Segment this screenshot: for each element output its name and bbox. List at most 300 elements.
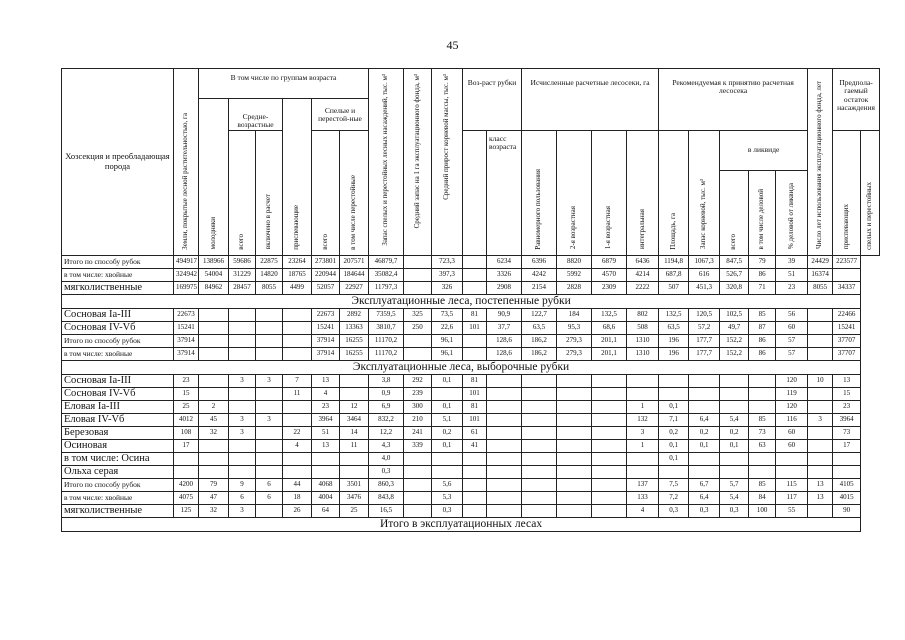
cell-value: 4200 (174, 478, 199, 491)
cell-value: 508 (627, 321, 659, 334)
table-row (62, 268, 880, 281)
cell-value: 13 (808, 478, 833, 491)
cell-value: 0,3 (659, 504, 689, 517)
cell-value: 3,8 (369, 374, 404, 387)
cell-value: 2309 (592, 281, 627, 294)
cell-value (720, 465, 749, 478)
cell-value: 326 (432, 281, 463, 294)
cell-value: 186,2 (522, 347, 557, 360)
cell-value: 71 (749, 281, 776, 294)
cell-value (592, 439, 627, 452)
section2 (62, 360, 880, 374)
cell-value: 0,2 (720, 426, 749, 439)
cell-value: 0,3 (369, 465, 404, 478)
cell-value: 9 (229, 478, 256, 491)
cell-value: 23 (776, 281, 808, 294)
header-young: молодняки (208, 217, 217, 250)
cell-value: 3501 (340, 478, 369, 491)
cell-value: 320,8 (720, 281, 749, 294)
cell-value (229, 347, 256, 360)
row-label: мягколиственные (62, 504, 174, 517)
cell-value: 52057 (312, 281, 340, 294)
cell-value (522, 387, 557, 400)
cell-value (312, 465, 340, 478)
cell-value: 13 (312, 439, 340, 452)
cell-value (463, 491, 487, 504)
cell-value: 14 (340, 426, 369, 439)
cell-value (808, 308, 833, 321)
cell-value: 39 (776, 255, 808, 268)
cell-value (720, 387, 749, 400)
cell-value (404, 465, 432, 478)
cell-value (776, 465, 808, 478)
cell-value: 4004 (312, 491, 340, 504)
header-cut-age1: 1-я возрастная (604, 206, 613, 250)
cell-value: 86 (749, 268, 776, 281)
cell-value (283, 347, 312, 360)
table-row (62, 334, 880, 347)
cell-value: 90 (833, 504, 861, 517)
cell-value (592, 374, 627, 387)
cell-value: 35082,4 (369, 268, 404, 281)
cell-value: 3 (627, 426, 659, 439)
row-label: в том числе: хвойные (62, 491, 174, 504)
cell-value: 37914 (312, 347, 340, 360)
cell-value (557, 439, 592, 452)
cell-value: 15241 (833, 321, 861, 334)
cell-value: 59686 (229, 255, 256, 268)
cell-value (487, 426, 522, 439)
cell-value (557, 452, 592, 465)
cell-value: 1194,8 (659, 255, 689, 268)
cell-value: 4012 (174, 413, 199, 426)
forest-cut-table (61, 68, 880, 532)
cell-value: 73 (833, 426, 861, 439)
cell-value: 95,3 (557, 321, 592, 334)
cell-value: 117 (776, 491, 808, 504)
cell-value (463, 478, 487, 491)
cell-value: 32 (199, 426, 229, 439)
cell-value (463, 347, 487, 360)
cell-value: 87 (749, 321, 776, 334)
row-label: Сосновая IV-Vб (62, 387, 174, 400)
cell-value: 843,8 (369, 491, 404, 504)
cell-value: 3 (256, 413, 283, 426)
header-middle-in-calc: включено в расчет (264, 194, 273, 250)
header-middle-total: всего (237, 233, 246, 250)
cell-value (283, 308, 312, 321)
cell-value: 4075 (174, 491, 199, 504)
cell-value (522, 504, 557, 517)
cell-value (312, 452, 340, 465)
cell-value: 37707 (833, 347, 861, 360)
header-hozsection: Хозсекция и преобладающая порода (62, 69, 174, 256)
cell-value: 44 (283, 478, 312, 491)
table-row (62, 465, 880, 478)
cell-value: 0,3 (689, 504, 720, 517)
cell-value: 0,1 (720, 439, 749, 452)
cell-value (463, 334, 487, 347)
cell-value: 860,3 (369, 478, 404, 491)
cell-value: 4 (283, 439, 312, 452)
cell-value (463, 281, 487, 294)
cell-value: 13 (808, 491, 833, 504)
cell-value: 526,7 (720, 268, 749, 281)
cell-value: 6 (256, 491, 283, 504)
cell-value (720, 452, 749, 465)
cell-value: 5,4 (720, 491, 749, 504)
cell-value: 3464 (340, 413, 369, 426)
cell-value (487, 374, 522, 387)
cell-value: 507 (659, 281, 689, 294)
cell-value: 184 (557, 308, 592, 321)
cell-value (557, 374, 592, 387)
cell-value (689, 400, 720, 413)
cell-value (557, 504, 592, 517)
section1-rows (62, 308, 880, 360)
cell-value (199, 347, 229, 360)
cell-value (229, 308, 256, 321)
cell-value: 4105 (833, 478, 861, 491)
cell-value: 616 (689, 268, 720, 281)
cell-value: 6,4 (689, 413, 720, 426)
cell-value (256, 439, 283, 452)
cell-value: 494917 (174, 255, 199, 268)
cell-value: 25 (340, 504, 369, 517)
cell-value (256, 347, 283, 360)
header-cut-integral: интегральная (637, 209, 646, 250)
header-liquid-total: всего (729, 233, 738, 250)
cell-value: 0,1 (432, 400, 463, 413)
cell-value: 4068 (312, 478, 340, 491)
cell-value: 6396 (522, 255, 557, 268)
cell-value: 11 (283, 387, 312, 400)
cell-value (199, 439, 229, 452)
cell-value: 17 (174, 439, 199, 452)
cell-value (522, 439, 557, 452)
table-row (62, 452, 880, 465)
cell-value: 279,3 (557, 347, 592, 360)
cell-value (689, 452, 720, 465)
cell-value: 28457 (229, 281, 256, 294)
cell-value: 6234 (487, 255, 522, 268)
cell-value (283, 321, 312, 334)
cell-value (199, 374, 229, 387)
cell-value: 3 (229, 504, 256, 517)
cell-value: 14820 (256, 268, 283, 281)
cell-value: 6 (256, 478, 283, 491)
cell-value (749, 452, 776, 465)
cell-value (256, 504, 283, 517)
cell-value: 4 (627, 504, 659, 517)
cell-value: 85 (749, 478, 776, 491)
top-summary-rows (62, 255, 880, 294)
cell-value (808, 465, 833, 478)
cell-value: 3 (229, 413, 256, 426)
row-label: Сосновая Ia-III (62, 374, 174, 387)
cell-value: 5,7 (720, 478, 749, 491)
cell-value: 37,7 (487, 321, 522, 334)
header-avg-stock: Средний запас на 1 га эксплуатационного фонда, м³ (412, 74, 421, 229)
cell-value: 397,3 (432, 268, 463, 281)
cell-value: 63 (749, 439, 776, 452)
table-row (62, 374, 880, 387)
cell-value: 0,2 (432, 426, 463, 439)
cell-value: 81 (463, 374, 487, 387)
cell-value: 73 (749, 426, 776, 439)
row-label: Итого по способу рубок (62, 255, 174, 268)
cell-value (229, 439, 256, 452)
cell-value (229, 334, 256, 347)
row-label: Березовая (62, 426, 174, 439)
cell-value (522, 413, 557, 426)
cell-value: 96,1 (432, 347, 463, 360)
cell-value: 8055 (256, 281, 283, 294)
cell-value (557, 491, 592, 504)
cell-value: 15241 (312, 321, 340, 334)
cell-value: 17 (833, 439, 861, 452)
cell-value: 37707 (833, 334, 861, 347)
row-label: Еловая Ia-III (62, 400, 174, 413)
cell-value (487, 465, 522, 478)
cell-value (689, 374, 720, 387)
cell-value (557, 465, 592, 478)
table-row (62, 308, 880, 321)
cell-value: 73,5 (432, 308, 463, 321)
cell-value (463, 268, 487, 281)
cell-value (404, 334, 432, 347)
cell-value: 832,2 (369, 413, 404, 426)
cell-value: 132,5 (659, 308, 689, 321)
cell-value: 60 (776, 439, 808, 452)
cell-value: 0,1 (659, 400, 689, 413)
cell-value (557, 478, 592, 491)
cell-value: 4570 (592, 268, 627, 281)
row-label: мягколиственные (62, 281, 174, 294)
cell-value: 55 (776, 504, 808, 517)
cell-value (808, 387, 833, 400)
page-number: 45 (446, 38, 459, 52)
cell-value (404, 347, 432, 360)
cell-value: 26 (283, 504, 312, 517)
cell-value: 11 (340, 439, 369, 452)
cell-value: 3964 (312, 413, 340, 426)
cell-value: 15241 (174, 321, 199, 334)
cell-value (627, 452, 659, 465)
cell-value (627, 374, 659, 387)
cell-value (659, 387, 689, 400)
cell-value: 11797,3 (369, 281, 404, 294)
cell-value: 11170,2 (369, 334, 404, 347)
cell-value (592, 426, 627, 439)
cell-value (199, 387, 229, 400)
cell-value: 7,2 (659, 491, 689, 504)
cell-value: 18 (283, 491, 312, 504)
cell-value: 120,5 (689, 308, 720, 321)
cell-value: 18765 (283, 268, 312, 281)
cell-value: 5,6 (432, 478, 463, 491)
cell-value: 7,5 (659, 478, 689, 491)
cell-value (283, 465, 312, 478)
cell-value (689, 387, 720, 400)
cell-value: 37914 (312, 334, 340, 347)
cell-value (522, 400, 557, 413)
section2-title: Эксплуатационные леса, выборочные рубки (62, 360, 861, 374)
cell-value: 120 (776, 374, 808, 387)
cell-value: 0,3 (432, 504, 463, 517)
cell-value (557, 387, 592, 400)
header-rec-area: Площадь, га (668, 212, 677, 250)
cell-value: 292 (404, 374, 432, 387)
cell-value (557, 400, 592, 413)
cell-value: 101 (463, 387, 487, 400)
cell-value (174, 465, 199, 478)
row-label: Итого по способу рубок (62, 334, 174, 347)
cell-value (229, 452, 256, 465)
cell-value (283, 452, 312, 465)
cell-value: 120 (776, 400, 808, 413)
cell-value: 5,3 (432, 491, 463, 504)
cell-value (627, 465, 659, 478)
header-mature-over: Спелые и перестой-ные (312, 99, 369, 131)
cell-value: 22,6 (432, 321, 463, 334)
header-rem-maturing: приспевающих (841, 204, 850, 250)
cell-value (689, 465, 720, 478)
cell-value (463, 452, 487, 465)
cell-value (749, 465, 776, 478)
cell-value: 339 (404, 439, 432, 452)
cell-value: 6879 (592, 255, 627, 268)
cell-value: 51 (312, 426, 340, 439)
cell-value: 8055 (808, 281, 833, 294)
cell-value: 2828 (557, 281, 592, 294)
cell-value: 84962 (199, 281, 229, 294)
cell-value: 22466 (833, 308, 861, 321)
header-middle-aged: Средне-возрастные (229, 99, 283, 131)
cell-value: 25 (174, 400, 199, 413)
table-row (62, 413, 880, 426)
cell-value (808, 439, 833, 452)
cell-value: 223577 (833, 255, 861, 268)
section3-title: Итого в эксплуатационных лесах (62, 517, 861, 531)
cell-value (463, 504, 487, 517)
cell-value (522, 374, 557, 387)
cell-value: 0,1 (659, 439, 689, 452)
cell-value: 847,5 (720, 255, 749, 268)
cell-value: 1310 (627, 347, 659, 360)
cell-value: 210 (404, 413, 432, 426)
cell-value: 45 (199, 413, 229, 426)
cell-value: 300 (404, 400, 432, 413)
cell-value (229, 465, 256, 478)
cell-value: 108 (174, 426, 199, 439)
table-row (62, 478, 880, 491)
cell-value: 7,1 (659, 413, 689, 426)
cell-value: 119 (776, 387, 808, 400)
cell-value: 196 (659, 347, 689, 360)
cell-value (592, 413, 627, 426)
cell-value: 13 (833, 374, 861, 387)
header-rec-stock-root: Запас корневой, тыс. м³ (699, 179, 708, 250)
cell-value: 687,8 (659, 268, 689, 281)
cell-value: 6,9 (369, 400, 404, 413)
cell-value: 22875 (256, 255, 283, 268)
section1-title: Эксплуатационные леса, постепенные рубки (62, 294, 861, 308)
cell-value (256, 452, 283, 465)
cell-value (749, 387, 776, 400)
cell-value: 31229 (229, 268, 256, 281)
cell-value: 273801 (312, 255, 340, 268)
cell-value: 68,6 (592, 321, 627, 334)
cell-value: 201,1 (592, 347, 627, 360)
cell-value: 22927 (340, 281, 369, 294)
cell-value: 3810,7 (369, 321, 404, 334)
cell-value (833, 268, 861, 281)
cell-value: 61 (463, 426, 487, 439)
cell-value (627, 387, 659, 400)
cell-value (749, 400, 776, 413)
cell-value: 60 (776, 321, 808, 334)
table-row (62, 491, 880, 504)
cell-value: 60 (776, 426, 808, 439)
cell-value: 132 (627, 413, 659, 426)
cell-value (833, 465, 861, 478)
cell-value (592, 387, 627, 400)
cell-value (487, 413, 522, 426)
cell-value: 0,9 (369, 387, 404, 400)
cell-value (463, 465, 487, 478)
cell-value: 137 (627, 478, 659, 491)
cell-value: 0,1 (659, 452, 689, 465)
cell-value: 22673 (174, 308, 199, 321)
cell-value (749, 374, 776, 387)
header-cut-uniform: Равномерного пользования (534, 168, 543, 250)
table-row (62, 426, 880, 439)
header-recommended-cut: Рекомендуемая к принятию расчетная лесосека (659, 69, 808, 131)
cell-value: 184644 (340, 268, 369, 281)
header-rem-mature: спелых и перестойных (865, 181, 874, 250)
cell-value (404, 504, 432, 517)
header-cut-age2: 2-я возрастная (569, 206, 578, 250)
header-liquid-business-pct: % деловой от ликвида (786, 183, 795, 250)
cell-value (340, 452, 369, 465)
cell-value (229, 321, 256, 334)
cell-value (199, 452, 229, 465)
cell-value: 0,2 (689, 426, 720, 439)
cell-value (592, 504, 627, 517)
cell-value: 84 (749, 491, 776, 504)
cell-value: 152,2 (720, 334, 749, 347)
cell-value (808, 347, 833, 360)
cell-value (256, 321, 283, 334)
cell-value: 220944 (312, 268, 340, 281)
cell-value: 6436 (627, 255, 659, 268)
cell-value: 7 (283, 374, 312, 387)
cell-value: 23 (174, 374, 199, 387)
cell-value (592, 478, 627, 491)
row-label: Сосновая IV-Vб (62, 321, 174, 334)
row-label: Итого по способу рубок (62, 478, 174, 491)
cell-value: 196 (659, 334, 689, 347)
cell-value: 3326 (487, 268, 522, 281)
cell-value (522, 478, 557, 491)
header-years-use: Число лет использования эксплуатационного фонда, лет (815, 81, 824, 250)
cell-value (256, 465, 283, 478)
table-row (62, 400, 880, 413)
cell-value (487, 491, 522, 504)
cell-value (199, 334, 229, 347)
cell-value: 10 (808, 374, 833, 387)
